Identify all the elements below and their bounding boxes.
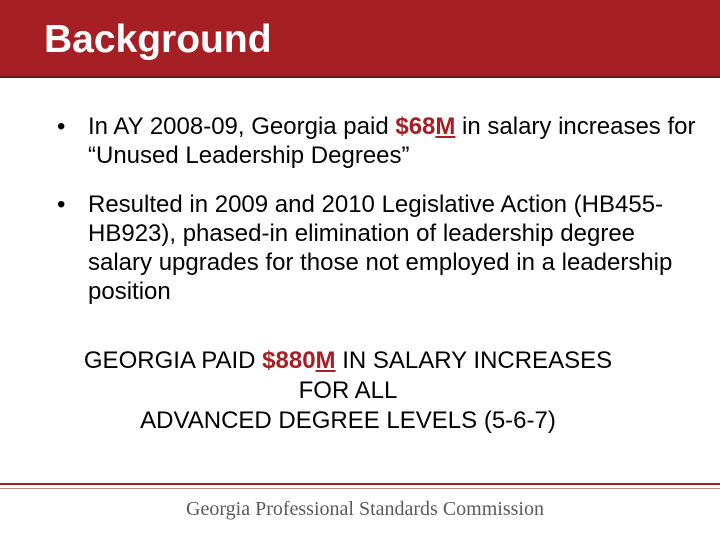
summary-line-1: [0, 346, 696, 376]
summary-statement: [0, 346, 696, 436]
summary-text-end: IN SALARY INCREASES: [335, 347, 613, 374]
bullet-item-legislation: [0, 190, 720, 306]
footer-divider-thin: [0, 488, 720, 489]
amount-68m: [395, 113, 455, 140]
summary-line-3: ADVANCED DEGREE LEVELS (5-6-7): [140, 407, 556, 434]
summary-text-start: GEORGIA PAID: [83, 347, 263, 374]
bullet-text: Resulted in 2009 and 2010 Legislative Action (HB455-HB923), phased-in elimination of leadership degree salary upgrades for those not employed in a leadership position: [88, 191, 673, 305]
slide-title: Background: [44, 18, 272, 61]
bullet-marker: •: [57, 113, 66, 140]
footer-divider: [0, 483, 720, 485]
bullet-marker: •: [57, 191, 66, 218]
amount-880m: [262, 347, 335, 374]
bullet-list: [0, 112, 720, 326]
amount-68m-unit: M: [435, 113, 456, 140]
footer-organization: Georgia Professional Standards Commission: [186, 498, 544, 520]
bullet-text-end: in salary increases for “Unused Leadership Degrees”: [88, 113, 696, 169]
title-bar: [0, 0, 720, 78]
amount-68m-number: $68: [395, 113, 436, 140]
amount-880m-number: $880: [262, 347, 316, 374]
bullet-item-salary: [0, 112, 720, 170]
bullet-text-start: In AY 2008-09, Georgia paid: [88, 113, 396, 140]
summary-line-2: FOR ALL: [298, 377, 398, 404]
amount-880m-unit: M: [315, 347, 336, 374]
